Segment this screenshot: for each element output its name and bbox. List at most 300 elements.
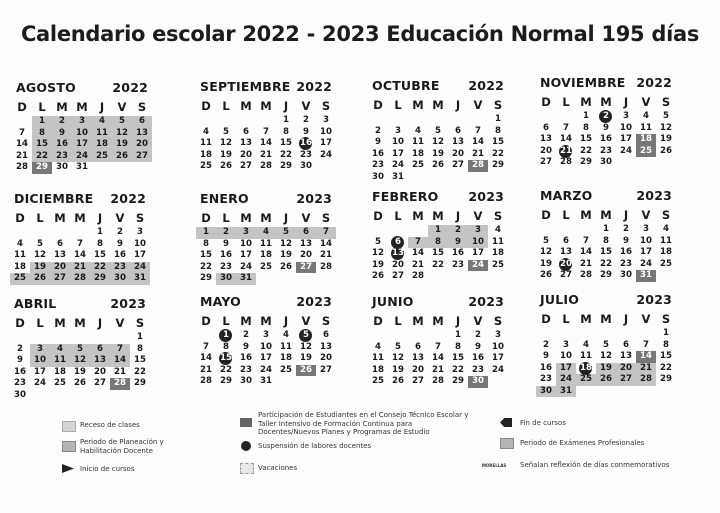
day-cell: 19	[432, 148, 444, 159]
day-cell: 11	[260, 238, 272, 249]
day-cell: 26	[112, 151, 132, 163]
day-cell: 28	[320, 261, 332, 272]
day-cell: 29	[90, 273, 110, 285]
day-cell: 14	[320, 238, 332, 249]
day-cell: 29	[660, 374, 672, 384]
day-cell: 6	[388, 237, 408, 249]
day-cell: 27	[50, 273, 70, 285]
weekday-label: D	[15, 316, 25, 330]
day-cell: 1	[455, 330, 461, 340]
empty-cell	[616, 328, 636, 340]
day-cell: 26	[540, 270, 552, 280]
day-cell: 26	[432, 160, 444, 170]
day-cell: 1	[495, 114, 501, 124]
day-cell: 26	[30, 273, 50, 285]
weekday-label: J	[99, 100, 105, 114]
day-cell: 14	[110, 355, 130, 367]
weekday-header	[536, 312, 686, 327]
weekday-label: M	[412, 98, 424, 112]
empty-cell	[408, 225, 428, 237]
empty-cell	[10, 227, 30, 239]
day-cell: 3	[623, 111, 629, 121]
legend-examenes: Periodo de Exámenes Profesionales	[520, 439, 645, 447]
day-grid	[368, 330, 518, 388]
month-year: 2023	[636, 292, 672, 307]
day-cell: 24	[130, 262, 150, 274]
day-cell: 20	[556, 259, 576, 271]
day-cell: 5	[296, 330, 316, 342]
day-cell: 6	[455, 125, 461, 136]
weekday-label: M	[240, 314, 252, 328]
day-cell: 21	[70, 262, 90, 274]
weekday-label: M	[580, 95, 592, 109]
day-cell: 16	[600, 134, 612, 144]
day-cell: 25	[10, 273, 30, 285]
weekday-header	[368, 314, 518, 329]
month-name: MAYO	[200, 294, 241, 309]
day-cell: 1	[663, 328, 669, 338]
weekday-label: V	[473, 314, 483, 328]
day-cell: 6	[543, 122, 549, 133]
month-header	[536, 292, 686, 308]
day-cell: 5	[663, 111, 669, 121]
month-year: 2022	[636, 75, 672, 90]
day-cell: 11	[200, 138, 212, 148]
day-cell: 17	[260, 353, 272, 363]
day-cell: 31	[392, 171, 404, 182]
month-block	[536, 75, 686, 169]
legend-receso: Receso de clases	[80, 421, 140, 429]
day-cell: 15	[134, 355, 146, 365]
day-cell: 30	[14, 389, 26, 400]
suspension-icon	[241, 441, 251, 451]
day-grid	[368, 225, 518, 283]
day-cell: 3	[263, 330, 269, 340]
day-cell: 9	[223, 238, 229, 249]
day-cell: 9	[603, 122, 609, 133]
day-cell: 18	[200, 149, 212, 160]
day-cell: 23	[620, 258, 632, 269]
day-cell: 26	[296, 365, 316, 377]
day-cell: 24	[620, 145, 632, 156]
legend-fin: Fin de cursos	[520, 419, 566, 427]
weekday-header	[368, 98, 518, 113]
weekday-label: J	[283, 314, 289, 328]
month-name: FEBRERO	[372, 189, 439, 204]
weekday-label: M	[54, 211, 66, 225]
day-cell: 6	[243, 126, 249, 137]
day-cell: 4	[203, 126, 209, 137]
day-cell: 15	[492, 137, 504, 147]
empty-cell	[368, 225, 388, 237]
day-cell: 14	[74, 250, 86, 260]
day-cell: 5	[112, 116, 132, 128]
day-cell: 29	[280, 161, 292, 171]
day-cell: 28	[580, 270, 592, 280]
empty-cell	[368, 330, 388, 342]
weekday-label: D	[201, 99, 211, 113]
day-cell: 28	[560, 157, 572, 167]
day-cell: 18	[54, 366, 66, 377]
planeacion-swatch	[62, 441, 76, 452]
day-cell: 2	[543, 339, 549, 350]
weekday-label: L	[38, 100, 46, 114]
day-cell: 27	[320, 364, 332, 375]
reflexion-tag: MORELLAS	[482, 463, 507, 468]
day-cell: 13	[240, 138, 252, 148]
day-cell: 29	[580, 157, 592, 167]
day-cell: 19	[220, 149, 232, 160]
day-cell: 24	[72, 151, 92, 163]
day-cell: 22	[432, 259, 444, 270]
day-cell: 31	[236, 273, 256, 285]
day-cell: 23	[52, 151, 72, 163]
month-header	[196, 294, 346, 310]
day-cell: 2	[475, 330, 481, 340]
empty-cell	[196, 115, 216, 127]
day-cell: 11	[492, 236, 504, 247]
day-cell: 22	[220, 364, 232, 375]
day-cell: 17	[320, 138, 332, 148]
weekday-label: L	[222, 314, 230, 328]
day-cell: 18	[636, 134, 656, 146]
day-cell: 24	[260, 364, 272, 375]
weekday-label: V	[115, 316, 125, 330]
day-cell: 3	[236, 227, 256, 239]
day-cell: 13	[54, 250, 66, 260]
empty-cell	[536, 111, 556, 123]
weekday-label: D	[201, 211, 211, 225]
day-cell: 2	[17, 343, 23, 354]
day-cell: 12	[112, 128, 132, 140]
day-cell: 14	[412, 248, 424, 258]
weekday-label: J	[623, 95, 629, 109]
day-cell: 11	[580, 351, 592, 361]
empty-cell	[216, 115, 236, 127]
day-cell: 7	[583, 235, 589, 246]
weekday-label: M	[74, 211, 86, 225]
day-cell: 5	[395, 341, 401, 352]
day-cell: 14	[16, 139, 28, 149]
day-cell: 12	[660, 122, 672, 133]
day-cell: 7	[19, 127, 25, 138]
day-cell: 13	[320, 341, 332, 352]
day-cell: 14	[636, 351, 656, 363]
weekday-label: M	[432, 314, 444, 328]
day-cell: 20	[240, 149, 252, 160]
day-cell: 17	[620, 134, 632, 144]
day-cell: 27	[240, 161, 252, 171]
day-cell: 9	[623, 235, 629, 246]
day-cell: 20	[94, 366, 106, 377]
day-cell: 5	[543, 235, 549, 246]
fin-icon	[500, 418, 512, 427]
weekday-label: J	[97, 316, 103, 330]
weekday-label: S	[661, 312, 671, 326]
month-block	[196, 79, 346, 173]
day-cell: 22	[32, 151, 52, 163]
month-header	[10, 191, 160, 207]
day-cell: 26	[280, 261, 292, 272]
day-cell: 5	[37, 238, 43, 249]
day-cell: 7	[263, 126, 269, 137]
legend-reflexion: Señalan reflexión de días conmemorativos	[520, 461, 670, 469]
weekday-label: J	[455, 314, 461, 328]
day-cell: 2	[52, 116, 72, 128]
day-cell: 6	[415, 341, 421, 352]
day-cell: 19	[540, 258, 552, 269]
day-cell: 15	[452, 353, 464, 363]
weekday-label: S	[321, 314, 331, 328]
day-cell: 6	[323, 330, 329, 340]
day-cell: 13	[300, 238, 312, 249]
month-year: 2023	[296, 191, 332, 206]
day-cell: 19	[112, 139, 132, 151]
weekday-header	[12, 100, 162, 115]
day-grid	[368, 114, 518, 183]
day-cell: 11	[14, 250, 26, 260]
month-name: MARZO	[540, 188, 593, 203]
legend-consejo: Participación de Estudiantes en el Consejo Técnico Escolar y Taller Intensivo de Formación Continua para Docentes/Nuevos Planes y Programas de Estudio	[258, 411, 469, 436]
day-cell: 17	[492, 353, 504, 363]
day-cell: 4	[663, 224, 669, 234]
weekday-label: M	[580, 312, 592, 326]
day-cell: 18	[412, 148, 424, 159]
weekday-label: V	[115, 211, 125, 225]
day-cell: 30	[56, 162, 68, 172]
weekday-label: M	[260, 211, 272, 225]
month-header	[196, 191, 346, 207]
day-cell: 8	[663, 339, 669, 350]
day-cell: 30	[300, 161, 312, 171]
empty-cell	[428, 330, 448, 342]
day-cell: 1	[428, 225, 448, 237]
day-cell: 16	[620, 247, 632, 257]
day-cell: 7	[110, 344, 130, 356]
weekday-label: M	[76, 100, 88, 114]
day-cell: 9	[117, 238, 123, 249]
month-header	[368, 78, 518, 94]
weekday-label: J	[97, 211, 103, 225]
weekday-label: V	[301, 314, 311, 328]
day-cell: 3	[563, 339, 569, 350]
day-cell: 25	[280, 364, 292, 375]
day-cell: 13	[540, 134, 552, 144]
month-name: ENERO	[200, 191, 249, 206]
day-cell: 30	[240, 376, 252, 386]
day-cell: 11	[280, 341, 292, 352]
day-cell: 25	[260, 261, 272, 272]
day-grid	[10, 332, 160, 401]
day-cell: 9	[17, 355, 23, 365]
day-cell: 15	[660, 351, 672, 361]
month-block	[368, 78, 518, 183]
weekday-label: M	[432, 209, 444, 223]
day-cell: 12	[540, 247, 552, 257]
page-title: Calendario escolar 2022 - 2023 Educación Normal 195 días	[20, 22, 700, 46]
day-cell: 25	[660, 258, 672, 269]
weekday-label: M	[54, 316, 66, 330]
empty-cell	[70, 332, 90, 344]
day-cell: 2	[303, 115, 309, 125]
month-block	[368, 189, 518, 283]
day-cell: 10	[392, 137, 404, 147]
day-cell: 28	[636, 374, 656, 386]
day-cell: 13	[560, 247, 572, 257]
day-cell: 10	[72, 128, 92, 140]
empty-cell	[408, 330, 428, 342]
day-cell: 7	[316, 227, 336, 239]
month-name: OCTUBRE	[372, 78, 440, 93]
day-cell: 31	[636, 270, 656, 282]
month-year: 2023	[636, 188, 672, 203]
day-cell: 26	[220, 161, 232, 171]
day-grid	[10, 227, 160, 285]
empty-cell	[596, 328, 616, 340]
day-cell: 25	[54, 378, 66, 388]
day-cell: 10	[320, 126, 332, 137]
day-cell: 1	[283, 115, 289, 125]
empty-cell	[30, 332, 50, 344]
day-cell: 7	[77, 238, 83, 249]
day-cell: 9	[375, 137, 381, 147]
day-cell: 19	[30, 262, 50, 274]
day-cell: 10	[560, 351, 572, 361]
day-cell: 11	[50, 355, 70, 367]
legend-vacaciones: Vacaciones	[258, 464, 298, 472]
weekday-header	[536, 208, 686, 223]
weekday-label: V	[473, 209, 483, 223]
weekday-label: J	[283, 211, 289, 225]
empty-cell	[70, 227, 90, 239]
day-cell: 15	[600, 247, 612, 257]
weekday-label: M	[240, 211, 252, 225]
day-cell: 22	[90, 262, 110, 274]
day-cell: 19	[392, 364, 404, 375]
day-cell: 6	[132, 116, 152, 128]
day-cell: 23	[600, 145, 612, 156]
day-cell: 9	[448, 237, 468, 249]
day-cell: 29	[200, 273, 212, 283]
day-cell: 12	[372, 248, 384, 258]
day-cell: 25	[636, 146, 656, 158]
day-cell: 16	[372, 148, 384, 159]
day-cell: 20	[452, 148, 464, 159]
month-block	[196, 294, 346, 388]
empty-cell	[536, 224, 556, 236]
empty-cell	[388, 225, 408, 237]
day-cell: 27	[132, 151, 152, 163]
day-cell: 1	[196, 227, 216, 239]
day-cell: 20	[616, 363, 636, 375]
day-cell: 6	[623, 339, 629, 350]
weekday-label: M	[240, 99, 252, 113]
weekday-label: J	[623, 312, 629, 326]
day-cell: 24	[34, 378, 46, 388]
day-cell: 17	[556, 363, 576, 375]
day-cell: 15	[200, 250, 212, 260]
day-cell: 15	[94, 250, 106, 260]
day-cell: 2	[117, 227, 123, 237]
month-name: DICIEMBRE	[14, 191, 94, 206]
day-cell: 12	[432, 137, 444, 147]
day-cell: 2	[216, 227, 236, 239]
day-cell: 31	[76, 162, 88, 172]
day-cell: 27	[560, 270, 572, 280]
day-cell: 6	[57, 238, 63, 249]
day-cell: 12	[220, 138, 232, 148]
day-cell: 21	[472, 148, 484, 159]
month-block	[196, 191, 346, 285]
day-cell: 25	[412, 160, 424, 170]
day-cell: 22	[280, 149, 292, 160]
weekday-label: J	[455, 98, 461, 112]
day-cell: 27	[616, 374, 636, 386]
day-cell: 14	[560, 134, 572, 144]
day-cell: 13	[132, 128, 152, 140]
weekday-label: S	[137, 100, 147, 114]
weekday-label: M	[600, 208, 612, 222]
examenes-swatch	[500, 438, 514, 449]
weekday-label: S	[493, 314, 503, 328]
day-cell: 3	[30, 344, 50, 356]
month-header	[196, 79, 346, 95]
day-cell: 23	[540, 374, 552, 384]
empty-cell	[576, 328, 596, 340]
day-cell: 18	[492, 248, 504, 258]
month-header	[536, 75, 686, 91]
weekday-label: S	[135, 316, 145, 330]
weekday-label: V	[641, 312, 651, 326]
day-cell: 29	[32, 162, 52, 174]
day-cell: 20	[132, 139, 152, 151]
day-cell: 13	[452, 137, 464, 147]
day-cell: 21	[320, 250, 332, 260]
empty-cell	[636, 328, 656, 340]
day-cell: 29	[600, 270, 612, 280]
day-cell: 7	[203, 341, 209, 352]
weekday-label: V	[301, 211, 311, 225]
legend-inicio: Inicio de cursos	[80, 465, 135, 473]
weekday-label: S	[493, 209, 503, 223]
day-cell: 5	[276, 227, 296, 239]
day-cell: 31	[130, 273, 150, 285]
day-cell: 25	[92, 151, 112, 163]
weekday-label: M	[412, 314, 424, 328]
day-cell: 22	[580, 145, 592, 156]
month-block	[10, 191, 160, 285]
empty-cell	[388, 330, 408, 342]
day-cell: 4	[495, 225, 501, 235]
day-cell: 29	[134, 378, 146, 388]
weekday-label: M	[600, 312, 612, 326]
day-cell: 31	[260, 376, 272, 386]
day-cell: 21	[556, 146, 576, 158]
day-cell: 26	[392, 376, 404, 386]
day-cell: 16	[114, 250, 126, 260]
day-cell: 18	[92, 139, 112, 151]
day-cell: 19	[300, 353, 312, 363]
day-cell: 10	[260, 341, 272, 352]
day-cell: 23	[472, 364, 484, 375]
day-cell: 10	[240, 238, 252, 249]
weekday-label: S	[135, 211, 145, 225]
day-cell: 8	[428, 237, 448, 249]
day-cell: 4	[256, 227, 276, 239]
day-cell: 25	[576, 374, 596, 386]
day-cell: 4	[415, 125, 421, 136]
weekday-label: L	[394, 209, 402, 223]
